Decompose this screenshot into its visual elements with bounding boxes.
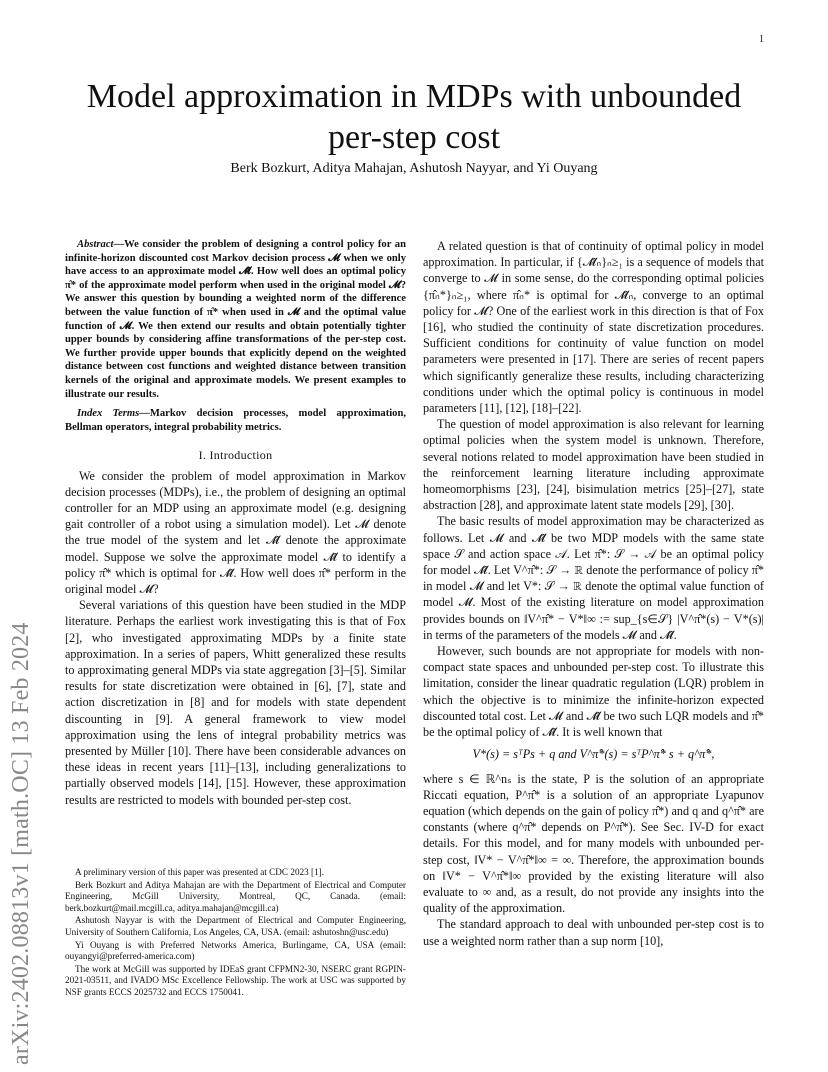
index-terms-label: Index Terms: [77, 408, 140, 420]
footnote: Ashutosh Nayyar is with the Department of Electrical and Computer Engineering, University of Southern California, Los Angeles, CA, USA. (email: ashutoshn@usc.edu): [65, 915, 406, 937]
body-paragraph: We consider the problem of model approximation in Markov decision processes (MDPs), i.e., the problem of designing an optimal controller for an MDP using an approximate model (e.g. designing gait controller of a robot using a simulation model). Let 𝓜 denote the true model of the system and let 𝓜̂ denote the approximate model. Suppose we solve the approximate model 𝓜̂ to identify a policy π̂* which is optimal for 𝓜̂. How well does π̂* perform in the original model 𝓜?: [65, 468, 406, 596]
abstract-text: —We consider the problem of designing a control policy for an infinite-horizon discounted cost Markov decision process 𝓜 when we only have access to an approximate model 𝓜̂. How well does an optimal policy π̂* of the approximate model perform when used in the original model 𝓜? We answer this question by bounding a weighted norm of the difference between the value function of π̂* when used in 𝓜 and the optimal value function of 𝓜. We then extend our results and obtain potentially tighter upper bounds by considering affine transformations of the per-step cost. We further provide upper bounds that explicitly depend on the weighted distance between cost functions and weighted distance between transition kernels of the original and approximate models. We present examples to illustrate our results.: [65, 239, 406, 400]
section-heading-introduction: I. Introduction: [198, 448, 273, 463]
footnotes: [65, 867, 406, 1000]
title-line-2: per-step cost: [327, 119, 501, 156]
footnote: Yi Ouyang is with Preferred Networks America, Burlingame, CA, USA (email: ouyangyi@preferred-america.com): [65, 939, 406, 962]
index-terms-text: —Markov decision processes, model approximation, Bellman operators, integral probability metrics.: [65, 408, 406, 433]
author-list: Berk Bozkurt, Aditya Mahajan, Ashutosh Nayyar, and Yi Ouyang: [230, 161, 598, 176]
body-paragraph: A related question is that of continuity of optimal policy in model approximation. In particular, if {𝓜̂ₙ}ₙ≥₁ is a sequence of models that converge to 𝓜 in some sense, do the corresponding optimal policies {π̂ₙ*}ₙ≥₁, where π̂ₙ* is optimal for 𝓜̂ₙ, converge to an optimal policy for 𝓜? One of the earliest work in this direction is that of Fox [16], who studied the continuity of state discretization procedures. Sufficient conditions for continuity of value function on model parameters were presented in [17]. There are series of recent papers which significantly generalize these results, including characterizing conditions under which the optimal policy is continuous in model parameters [11], [12], [18]–[22].: [423, 239, 764, 416]
title-line-1: Model approximation in MDPs with unbounded: [86, 78, 742, 115]
footnote: Berk Bozkurt and Aditya Mahajan are with the Department of Electrical and Computer Engineering, McGill University, Montreal, QC, Canada. (email: berk.bozkurt@mail.mcgill.ca, aditya.mahajan@mcgill.ca): [65, 879, 406, 913]
right-column: [423, 238, 764, 949]
left-column: [65, 238, 406, 808]
body-paragraph: The basic results of model approximation may be characterized as follows. Let 𝓜 and 𝓜̂ be two MDP models with the same state space 𝒮 and action space 𝒜. Let π̂*: 𝒮 → 𝒜 be an optimal policy for model 𝓜̂. Let V^π̂*: 𝒮 → ℝ denote the performance of policy π̂* in model 𝓜 and let V*: 𝒮 → ℝ denote the optimal value function of model 𝓜. Most of the existing literature on model approximation provides bounds on ‖V^π̂* − V*‖∞ := sup_{s∈𝒮} |V^π̂*(s) − V*(s)| in terms of the parameters of the models 𝓜 and 𝓜̂.: [423, 514, 764, 642]
body-paragraph: The standard approach to deal with unbounded per-step cost is to use a weighted norm rather than a sup norm [10],: [423, 917, 764, 948]
abstract-label: Abstract: [77, 239, 114, 250]
footnote: The work at McGill was supported by IDEaS grant CFPMN2-30, NSERC grant RGPIN-2021-03511, and IVADO MSc Excellence Fellowship. The work at USC was supported by NSF grants ECCS 2025732 and ECCS 1750041.: [65, 963, 406, 997]
body-paragraph: The question of model approximation is also relevant for learning optimal policies when the system model is unknown. Therefore, several notions related to model approximation have been studied in the reinforcement learning literature including approximate homeomorphisms [23], [24], bisimulation metrics [25]–[27], state abstraction [28], and approximate latent state models [29], [30].: [423, 417, 764, 513]
footnote: A preliminary version of this paper was presented at CDC 2023 [1].: [75, 867, 325, 877]
arxiv-identifier-stamp: arXiv:2402.08813v1 [math.OC] 13 Feb 2024: [8, 622, 34, 1065]
page-number: 1: [759, 34, 764, 45]
paper-title: [0, 76, 828, 158]
index-terms: [65, 407, 406, 434]
abstract: [65, 238, 406, 401]
display-equation: V*(s) = sᵀPs + q and V^π̂*(s) = sᵀP^π̂* s + q^π̂*,: [472, 747, 715, 762]
body-paragraph: where s ∈ ℝ^nₛ is the state, P is the solution of an appropriate Riccati equation, P^π̂* is a solution of an appropriate Lyapunov equation (which depends on the gain of policy π̂*) and q and q^π̂* are constants (where q^π̂* depends on P^π̂*). See Sec. IV-D for exact details. For this model, and for many models with unbounded per-step cost, ‖V* − V^π̂*‖∞ = ∞. Therefore, the approximation bounds on ‖V* − V^π̂*‖∞ provided by the existing literature will also evaluate to ∞ and, as a result, do not provide any insights into the quality of the approximation.: [423, 771, 764, 916]
body-paragraph: However, such bounds are not appropriate for models with non-compact state spaces and unbounded per-step cost. To illustrate this limitation, consider the linear quadratic regulation (LQR) problem in which the objective is to minimize the infinite-horizon expected discounted total cost. Let 𝓜 and 𝓜̂ be two such LQR models and π̂* be the optimal policy of 𝓜̂. It is well known that: [423, 644, 764, 740]
body-paragraph: Several variations of this question have been studied in the MDP literature. Perhaps the earliest work investigating this is that of Fox [2], who investigated approximating MDPs by a finite state approximation. In a series of papers, Whitt generalized these results to approximating general MDPs via state aggregation [3]–[5]. Similar results for state discretization were obtained in [6], [7], state and action discretization in [8] and for models with state dependent discounting in [9]. A general framework to view model approximation using the lens of integral probability metrics was presented by Müller [10]. There have been considerable advances on these ideas in recent years [11]–[13], including generalizations to partially observed models [14], [15]. However, these approximation results are restricted to models with bounded per-step cost.: [65, 598, 406, 807]
